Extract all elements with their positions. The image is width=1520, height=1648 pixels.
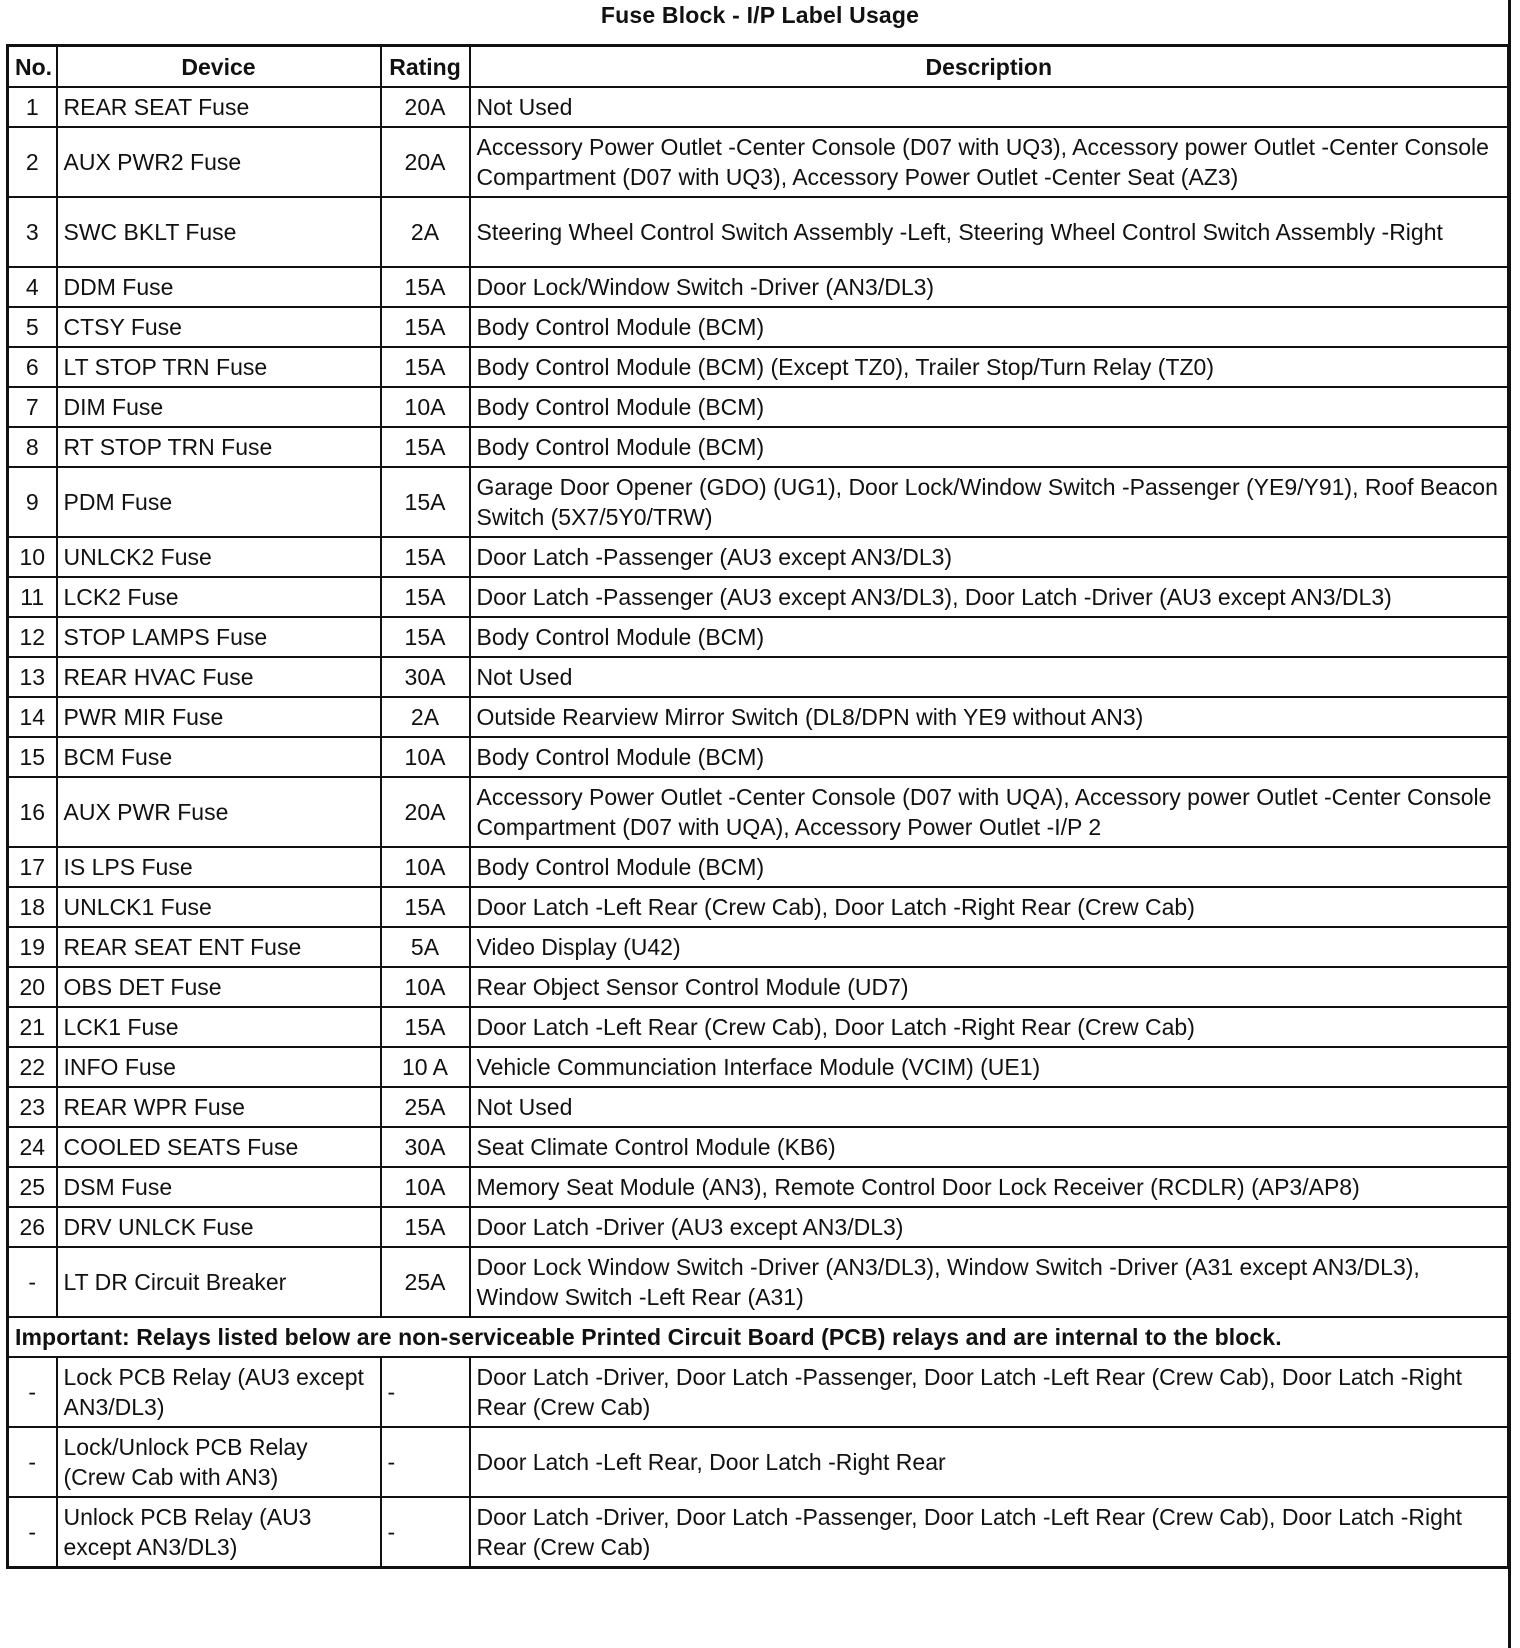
table-row xyxy=(8,467,1509,537)
cell-no: 3 xyxy=(8,197,57,267)
table-row xyxy=(8,1087,1509,1127)
cell-no: 22 xyxy=(8,1047,57,1087)
cell-no: 4 xyxy=(8,267,57,307)
cell-no: 11 xyxy=(8,577,57,617)
header-no: No. xyxy=(8,46,57,88)
cell-no: 24 xyxy=(8,1127,57,1167)
table-row xyxy=(8,1127,1509,1167)
cell-no: - xyxy=(8,1247,57,1317)
table-row xyxy=(8,737,1509,777)
cell-no: - xyxy=(8,1357,57,1427)
cell-no: 14 xyxy=(8,697,57,737)
table-row xyxy=(8,1007,1509,1047)
cell-device: REAR HVAC Fuse xyxy=(57,657,381,697)
cell-rating: 10A xyxy=(381,1167,470,1207)
cell-device: BCM Fuse xyxy=(57,737,381,777)
cell-description: Body Control Module (BCM) xyxy=(470,617,1509,657)
table-row xyxy=(8,427,1509,467)
table-row xyxy=(8,847,1509,887)
cell-rating: 30A xyxy=(381,657,470,697)
cell-device: UNLCK2 Fuse xyxy=(57,537,381,577)
cell-no: 8 xyxy=(8,427,57,467)
cell-description: Steering Wheel Control Switch Assembly -Left, Steering Wheel Control Switch Assembly -Right xyxy=(470,197,1509,267)
cell-rating: 15A xyxy=(381,577,470,617)
header-rating: Rating xyxy=(381,46,470,88)
cell-device: PDM Fuse xyxy=(57,467,381,537)
cell-rating: 2A xyxy=(381,197,470,267)
table-row xyxy=(8,307,1509,347)
cell-rating: 20A xyxy=(381,777,470,847)
cell-description: Rear Object Sensor Control Module (UD7) xyxy=(470,967,1509,1007)
cell-device: LT STOP TRN Fuse xyxy=(57,347,381,387)
table-row xyxy=(8,577,1509,617)
cell-description: Door Latch -Driver (AU3 except AN3/DL3) xyxy=(470,1207,1509,1247)
cell-device: COOLED SEATS Fuse xyxy=(57,1127,381,1167)
cell-rating: 25A xyxy=(381,1087,470,1127)
cell-no: 16 xyxy=(8,777,57,847)
cell-no: 6 xyxy=(8,347,57,387)
cell-rating: 15A xyxy=(381,617,470,657)
cell-no: 7 xyxy=(8,387,57,427)
cell-no: 15 xyxy=(8,737,57,777)
cell-device: REAR SEAT Fuse xyxy=(57,87,381,127)
cell-description: Video Display (U42) xyxy=(470,927,1509,967)
cell-rating: - xyxy=(381,1427,470,1497)
cell-rating: 10 A xyxy=(381,1047,470,1087)
cell-device: Lock PCB Relay (AU3 except AN3/DL3) xyxy=(57,1357,381,1427)
table-row xyxy=(8,1207,1509,1247)
table-row xyxy=(8,197,1509,267)
table-row xyxy=(8,657,1509,697)
cell-description: Vehicle Communciation Interface Module (VCIM) (UE1) xyxy=(470,1047,1509,1087)
cell-no: 19 xyxy=(8,927,57,967)
cell-device: PWR MIR Fuse xyxy=(57,697,381,737)
page-title: Fuse Block - I/P Label Usage xyxy=(600,2,920,28)
important-note: Important: Relays listed below are non-serviceable Printed Circuit Board (PCB) relays and are internal to the block. xyxy=(8,1317,1509,1357)
table-row xyxy=(8,127,1509,197)
cell-rating: 15A xyxy=(381,537,470,577)
cell-description: Body Control Module (BCM) xyxy=(470,847,1509,887)
cell-description: Door Latch -Driver, Door Latch -Passenger, Door Latch -Left Rear (Crew Cab), Door Latch -Right Rear (Crew Cab) xyxy=(470,1497,1509,1568)
cell-description: Door Latch -Left Rear (Crew Cab), Door Latch -Right Rear (Crew Cab) xyxy=(470,887,1509,927)
fuse-table xyxy=(6,44,1510,1569)
cell-rating: 20A xyxy=(381,127,470,197)
table-row xyxy=(8,387,1509,427)
cell-description: Memory Seat Module (AN3), Remote Control Door Lock Receiver (RCDLR) (AP3/AP8) xyxy=(470,1167,1509,1207)
cell-description: Door Lock Window Switch -Driver (AN3/DL3), Window Switch -Driver (A31 except AN3/DL3), Window Switch -Left Rear (A31) xyxy=(470,1247,1509,1317)
cell-description: Door Latch -Left Rear, Door Latch -Right Rear xyxy=(470,1427,1509,1497)
cell-rating: 15A xyxy=(381,307,470,347)
table-row xyxy=(8,1247,1509,1317)
header-device: Device xyxy=(57,46,381,88)
cell-no: 10 xyxy=(8,537,57,577)
cell-no: - xyxy=(8,1427,57,1497)
table-row xyxy=(8,617,1509,657)
cell-rating: 15A xyxy=(381,347,470,387)
cell-device: RT STOP TRN Fuse xyxy=(57,427,381,467)
cell-description: Body Control Module (BCM) xyxy=(470,427,1509,467)
cell-device: REAR SEAT ENT Fuse xyxy=(57,927,381,967)
table-row xyxy=(8,697,1509,737)
cell-rating: 15A xyxy=(381,467,470,537)
cell-description: Accessory Power Outlet -Center Console (D07 with UQ3), Accessory power Outlet -Center Console Compartment (D07 with UQ3), Accessory Power Outlet -Center Seat (AZ3) xyxy=(470,127,1509,197)
cell-rating: - xyxy=(381,1497,470,1568)
cell-description: Door Latch -Passenger (AU3 except AN3/DL3), Door Latch -Driver (AU3 except AN3/DL3) xyxy=(470,577,1509,617)
cell-rating: 15A xyxy=(381,267,470,307)
cell-device: CTSY Fuse xyxy=(57,307,381,347)
cell-rating: 15A xyxy=(381,1007,470,1047)
cell-rating: 10A xyxy=(381,387,470,427)
cell-description: Not Used xyxy=(470,87,1509,127)
cell-no: 9 xyxy=(8,467,57,537)
cell-rating: 15A xyxy=(381,427,470,467)
table-row xyxy=(8,967,1509,1007)
cell-device: UNLCK1 Fuse xyxy=(57,887,381,927)
cell-device: INFO Fuse xyxy=(57,1047,381,1087)
cell-description: Body Control Module (BCM) xyxy=(470,307,1509,347)
cell-device: SWC BKLT Fuse xyxy=(57,197,381,267)
header-row xyxy=(8,46,1509,88)
cell-no: 20 xyxy=(8,967,57,1007)
cell-device: IS LPS Fuse xyxy=(57,847,381,887)
table-row xyxy=(8,1427,1509,1497)
important-note-row xyxy=(8,1317,1509,1357)
cell-device: DDM Fuse xyxy=(57,267,381,307)
table-row xyxy=(8,927,1509,967)
cell-rating: 2A xyxy=(381,697,470,737)
table-row xyxy=(8,777,1509,847)
cell-device: AUX PWR Fuse xyxy=(57,777,381,847)
header-description: Description xyxy=(470,46,1509,88)
cell-rating: 15A xyxy=(381,887,470,927)
table-row xyxy=(8,1497,1509,1568)
cell-no: 5 xyxy=(8,307,57,347)
cell-rating: 30A xyxy=(381,1127,470,1167)
cell-rating: 10A xyxy=(381,737,470,777)
table-row xyxy=(8,1047,1509,1087)
cell-description: Seat Climate Control Module (KB6) xyxy=(470,1127,1509,1167)
table-row xyxy=(8,537,1509,577)
cell-rating: 15A xyxy=(381,1207,470,1247)
cell-description: Accessory Power Outlet -Center Console (D07 with UQA), Accessory power Outlet -Center Console Compartment (D07 with UQA), Accessory Power Outlet -I/P 2 xyxy=(470,777,1509,847)
cell-description: Outside Rearview Mirror Switch (DL8/DPN with YE9 without AN3) xyxy=(470,697,1509,737)
cell-no: 2 xyxy=(8,127,57,197)
cell-description: Not Used xyxy=(470,657,1509,697)
cell-description: Body Control Module (BCM) (Except TZ0), Trailer Stop/Turn Relay (TZ0) xyxy=(470,347,1509,387)
cell-device: OBS DET Fuse xyxy=(57,967,381,1007)
cell-device: DRV UNLCK Fuse xyxy=(57,1207,381,1247)
cell-no: 17 xyxy=(8,847,57,887)
cell-no: - xyxy=(8,1497,57,1568)
cell-rating: 5A xyxy=(381,927,470,967)
cell-no: 1 xyxy=(8,87,57,127)
cell-rating: 20A xyxy=(381,87,470,127)
cell-device: DIM Fuse xyxy=(57,387,381,427)
cell-no: 26 xyxy=(8,1207,57,1247)
fuse-rows xyxy=(8,87,1509,1568)
cell-device: LCK1 Fuse xyxy=(57,1007,381,1047)
cell-device: LT DR Circuit Breaker xyxy=(57,1247,381,1317)
cell-description: Body Control Module (BCM) xyxy=(470,737,1509,777)
cell-rating: 10A xyxy=(381,847,470,887)
cell-description: Not Used xyxy=(470,1087,1509,1127)
table-row xyxy=(8,1167,1509,1207)
table-row xyxy=(8,887,1509,927)
table-row xyxy=(8,87,1509,127)
cell-device: DSM Fuse xyxy=(57,1167,381,1207)
cell-rating: 25A xyxy=(381,1247,470,1317)
cell-no: 12 xyxy=(8,617,57,657)
cell-device: AUX PWR2 Fuse xyxy=(57,127,381,197)
cell-description: Body Control Module (BCM) xyxy=(470,387,1509,427)
cell-no: 25 xyxy=(8,1167,57,1207)
cell-rating: - xyxy=(381,1357,470,1427)
cell-device: Unlock PCB Relay (AU3 except AN3/DL3) xyxy=(57,1497,381,1568)
cell-description: Door Latch -Passenger (AU3 except AN3/DL3) xyxy=(470,537,1509,577)
cell-description: Door Latch -Driver, Door Latch -Passenger, Door Latch -Left Rear (Crew Cab), Door Latch -Right Rear (Crew Cab) xyxy=(470,1357,1509,1427)
cell-description: Door Lock/Window Switch -Driver (AN3/DL3) xyxy=(470,267,1509,307)
table-row xyxy=(8,347,1509,387)
cell-device: LCK2 Fuse xyxy=(57,577,381,617)
cell-device: Lock/Unlock PCB Relay (Crew Cab with AN3) xyxy=(57,1427,381,1497)
cell-no: 13 xyxy=(8,657,57,697)
cell-rating: 10A xyxy=(381,967,470,1007)
cell-no: 21 xyxy=(8,1007,57,1047)
cell-description: Garage Door Opener (GDO) (UG1), Door Lock/Window Switch -Passenger (YE9/Y91), Roof Beacon Switch (5X7/5Y0/TRW) xyxy=(470,467,1509,537)
cell-no: 23 xyxy=(8,1087,57,1127)
cell-description: Door Latch -Left Rear (Crew Cab), Door Latch -Right Rear (Crew Cab) xyxy=(470,1007,1509,1047)
table-row xyxy=(8,1357,1509,1427)
table-row xyxy=(8,267,1509,307)
cell-no: 18 xyxy=(8,887,57,927)
cell-device: STOP LAMPS Fuse xyxy=(57,617,381,657)
cell-device: REAR WPR Fuse xyxy=(57,1087,381,1127)
